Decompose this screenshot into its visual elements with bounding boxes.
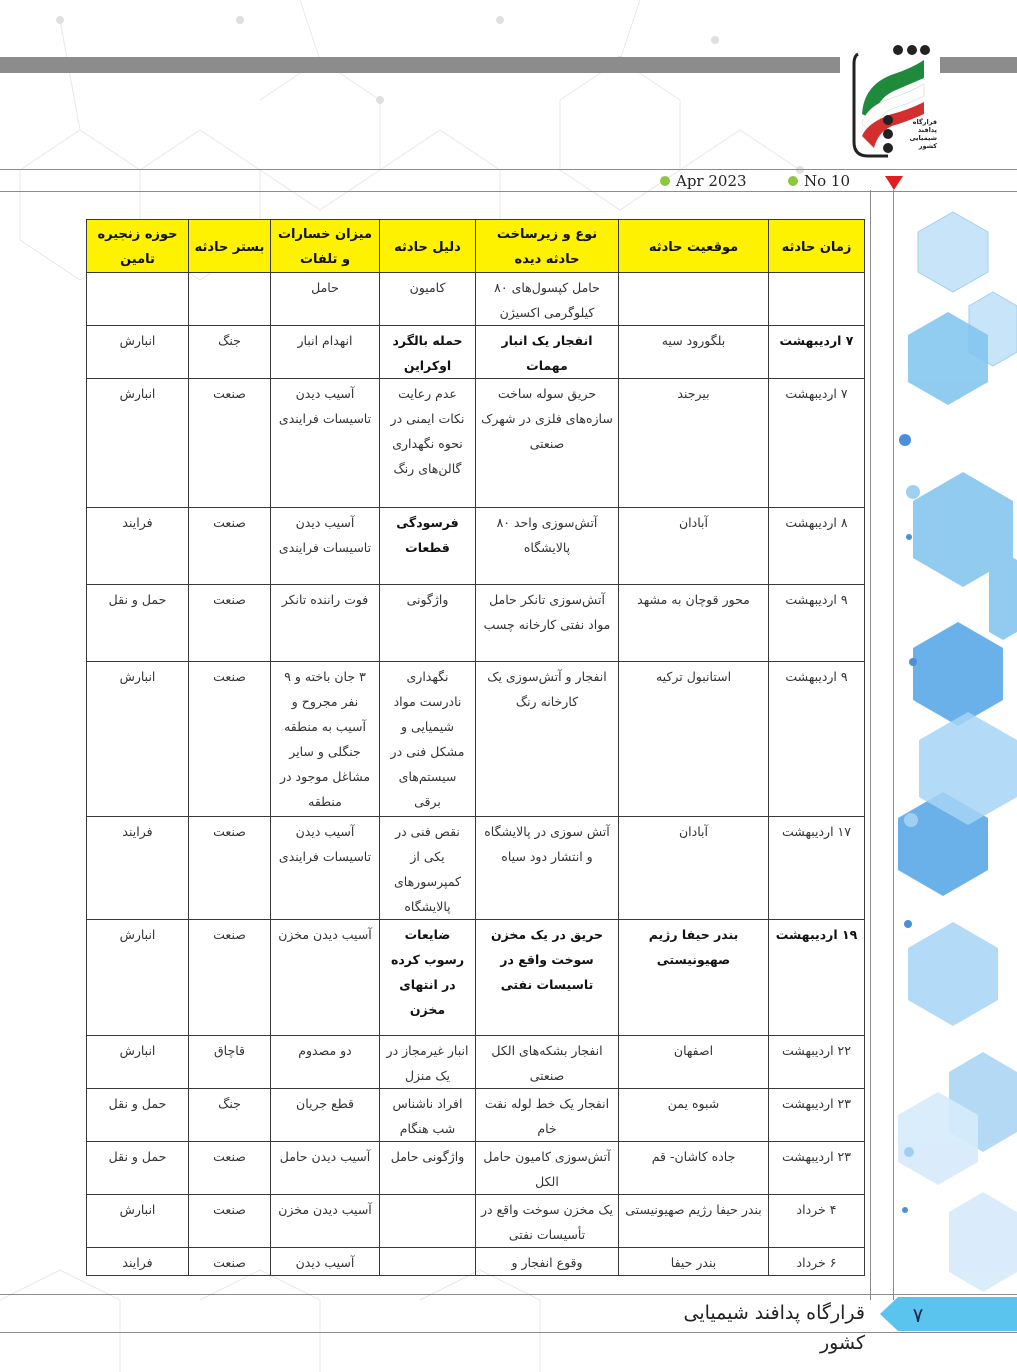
table-cell: آسیب دیدن حامل: [271, 1142, 380, 1195]
table-cell: دو مصدوم: [271, 1036, 380, 1089]
logo-caption-line: شیمیایی: [909, 134, 937, 142]
table-header-row: [87, 220, 865, 273]
column-header: زمان حادثه: [769, 220, 865, 273]
column-header: دلیل حادثه: [380, 220, 476, 273]
table-row: [87, 1089, 865, 1142]
table-cell: حامل: [271, 273, 380, 326]
table-cell: انبارش: [87, 920, 189, 1036]
table-cell: حامل کپسول‌های ۸۰ کیلوگرمی اکسیژن: [476, 273, 619, 326]
table-cell: یک مخزن سوخت واقع در تأسیسات نفتی: [476, 1195, 619, 1248]
header-rule-bottom: [0, 191, 1017, 192]
table-cell: کامیون: [380, 273, 476, 326]
table-row: [87, 920, 865, 1036]
page-number: ۷: [912, 1303, 924, 1327]
table-cell: فرایند: [87, 1248, 189, 1276]
table-cell: انفجار بشکه‌های الکل صنعتی: [476, 1036, 619, 1089]
issue-number-text: No 10: [804, 172, 851, 190]
table-cell: افراد ناشناس شب هنگام: [380, 1089, 476, 1142]
table-row: [87, 273, 865, 326]
table-cell: حمل و نقل: [87, 1142, 189, 1195]
table-cell: قاچاق: [189, 1036, 271, 1089]
issue-number: [788, 172, 850, 190]
table-cell: آسیب دیدن تاسیسات فرایندی: [271, 817, 380, 920]
logo-caption-line: قرارگاه: [912, 118, 937, 126]
table-cell: ۳ جان باخته و ۹ نفر مجروح و آسیب به منطقه جنگلی و سایر مشاغل موجود در منطقه: [271, 662, 380, 817]
table-cell: صنعت: [189, 508, 271, 585]
table-cell: فرایند: [87, 508, 189, 585]
table-cell: ۷ اردیبهشت: [769, 326, 865, 379]
table-cell: ۱۷ اردیبهشت: [769, 817, 865, 920]
table-cell: آبادان: [619, 817, 769, 920]
column-header: میزان خسارات و تلفات: [271, 220, 380, 273]
table-cell: فوت راننده تانکر: [271, 585, 380, 662]
table-cell: اصفهان: [619, 1036, 769, 1089]
logo-caption: [897, 118, 937, 150]
table-cell: حمل و نقل: [87, 1089, 189, 1142]
footer-title: قرارگاه پدافند شیمیایی کشور: [683, 1302, 865, 1354]
table-cell: فرایند: [87, 817, 189, 920]
table-row: [87, 1195, 865, 1248]
table-cell: صنعت: [189, 379, 271, 508]
column-header: موقعیت حادثه: [619, 220, 769, 273]
table-cell: ۴ خرداد: [769, 1195, 865, 1248]
table-cell: واژگونی حامل: [380, 1142, 476, 1195]
table-cell: صنعت: [189, 1142, 271, 1195]
decorative-hexagon-column: [893, 192, 1017, 1292]
table-cell: آتش‌سوزی تانکر حامل مواد نفتی کارخانه چسب: [476, 585, 619, 662]
column-header: نوع و زیرساخت حادثه دیده: [476, 220, 619, 273]
table-cell: صنعت: [189, 1248, 271, 1276]
table-cell: آتش‌سوزی کامیون حامل الکل: [476, 1142, 619, 1195]
table-row: [87, 1248, 865, 1276]
table-cell: آبادان: [619, 508, 769, 585]
table-cell: بیرجند: [619, 379, 769, 508]
table-cell: آتش‌سوزی واحد ۸۰ پالایشگاه: [476, 508, 619, 585]
table-cell: [619, 273, 769, 326]
issue-date-text: Apr 2023: [676, 172, 747, 190]
table-cell: آسیب دیدن: [271, 1248, 380, 1276]
table-cell: وقوع انفجار و: [476, 1248, 619, 1276]
table-cell: قطع جریان: [271, 1089, 380, 1142]
table-cell: بندر حیفا رژیم صهیونیستی: [619, 1195, 769, 1248]
table-cell: فرسودگی قطعات: [380, 508, 476, 585]
bullet-dot: [660, 176, 670, 186]
table-cell: ۷ اردیبهشت: [769, 379, 865, 508]
table-cell: واژگونی: [380, 585, 476, 662]
table-cell: صنعت: [189, 1195, 271, 1248]
header-bar-right: [940, 57, 1017, 73]
table-cell: [380, 1248, 476, 1276]
incident-table: [86, 219, 865, 1276]
table-cell: ضایعات رسوب کرده در انتهای مخزن: [380, 920, 476, 1036]
table-cell: ۲۲ اردیبهشت: [769, 1036, 865, 1089]
table-cell: بندر حیفا رژیم صهیونیستی: [619, 920, 769, 1036]
table-cell: ۲۳ اردیبهشت: [769, 1089, 865, 1142]
table-row: [87, 1142, 865, 1195]
table-cell: ۱۹ اردیبهشت: [769, 920, 865, 1036]
table-cell: جاده کاشان- قم: [619, 1142, 769, 1195]
table-cell: جنگ: [189, 326, 271, 379]
table-cell: انفجار یک انبار مهمات: [476, 326, 619, 379]
table-row: [87, 585, 865, 662]
table-cell: ۹ اردیبهشت: [769, 662, 865, 817]
logo-caption-line: پدافند: [917, 126, 937, 134]
table-cell: انبارش: [87, 1195, 189, 1248]
table-cell: محور قوچان به مشهد: [619, 585, 769, 662]
table-cell: ۲۳ اردیبهشت: [769, 1142, 865, 1195]
table-cell: نگهداری نادرست مواد شیمیایی و مشکل فنی در سیستم‌های برقی: [380, 662, 476, 817]
table-cell: صنعت: [189, 585, 271, 662]
table-cell: شبوه یمن: [619, 1089, 769, 1142]
table-cell: آتش سوزی در پالایشگاه و انتشار دود سیاه: [476, 817, 619, 920]
red-triangle-marker: [885, 176, 903, 190]
table-cell: [380, 1195, 476, 1248]
table-cell: آسیب دیدن مخزن: [271, 920, 380, 1036]
table-cell: حریق سوله ساخت سازه‌های فلزی در شهرک صنعتی: [476, 379, 619, 508]
column-header: حوزه زنجیره تامین: [87, 220, 189, 273]
table-cell: حمله بالگرد اوکراین: [380, 326, 476, 379]
table-cell: صنعت: [189, 817, 271, 920]
table-cell: انهدام انبار: [271, 326, 380, 379]
table-cell: [87, 273, 189, 326]
table-cell: استانبول ترکیه: [619, 662, 769, 817]
table-row: [87, 662, 865, 817]
bullet-dot: [788, 176, 798, 186]
header-rule-top: [0, 169, 1017, 170]
table-cell: حمل و نقل: [87, 585, 189, 662]
margin-rule-2: [893, 190, 894, 1300]
table-cell: صنعت: [189, 920, 271, 1036]
table-row: [87, 817, 865, 920]
table-cell: بندر حیفا: [619, 1248, 769, 1276]
footer-rule-top: [0, 1294, 1017, 1295]
table-cell: انبارش: [87, 326, 189, 379]
table-cell: عدم رعایت نکات ایمنی در نحوه نگهداری گالن‌های رنگ: [380, 379, 476, 508]
table-cell: آسیب دیدن تاسیسات فرایندی: [271, 508, 380, 585]
table-cell: [189, 273, 271, 326]
table-row: [87, 508, 865, 585]
table-cell: انبارش: [87, 662, 189, 817]
header-bar-left: [0, 57, 840, 73]
table-cell: نقص فنی در یکی از کمپرسورهای پالایشگاه: [380, 817, 476, 920]
table-row: [87, 326, 865, 379]
table-cell: جنگ: [189, 1089, 271, 1142]
table-cell: آسیب دیدن مخزن: [271, 1195, 380, 1248]
table-cell: انبارش: [87, 379, 189, 508]
issue-date: [660, 172, 747, 190]
table-cell: انبار غیرمجاز در یک منزل: [380, 1036, 476, 1089]
margin-rule-1: [870, 190, 871, 1300]
column-header: بستر حادثه: [189, 220, 271, 273]
table-cell: آسیب دیدن تاسیسات فرایندی: [271, 379, 380, 508]
table-cell: بلگورود سیه: [619, 326, 769, 379]
table-cell: انفجار و آتش‌سوزی یک کارخانه رنگ: [476, 662, 619, 817]
table-row: [87, 379, 865, 508]
table-cell: انبارش: [87, 1036, 189, 1089]
table-cell: ۸ اردیبهشت: [769, 508, 865, 585]
table-row: [87, 1036, 865, 1089]
table-cell: صنعت: [189, 662, 271, 817]
table-cell: حریق در یک مخزن سوخت واقع در تاسیسات نفتی: [476, 920, 619, 1036]
table-cell: [769, 273, 865, 326]
table-cell: انفجار یک خط لوله نفت خام: [476, 1089, 619, 1142]
table-cell: ۶ خرداد: [769, 1248, 865, 1276]
logo-caption-line: کشور: [918, 142, 937, 150]
table-cell: ۹ اردیبهشت: [769, 585, 865, 662]
